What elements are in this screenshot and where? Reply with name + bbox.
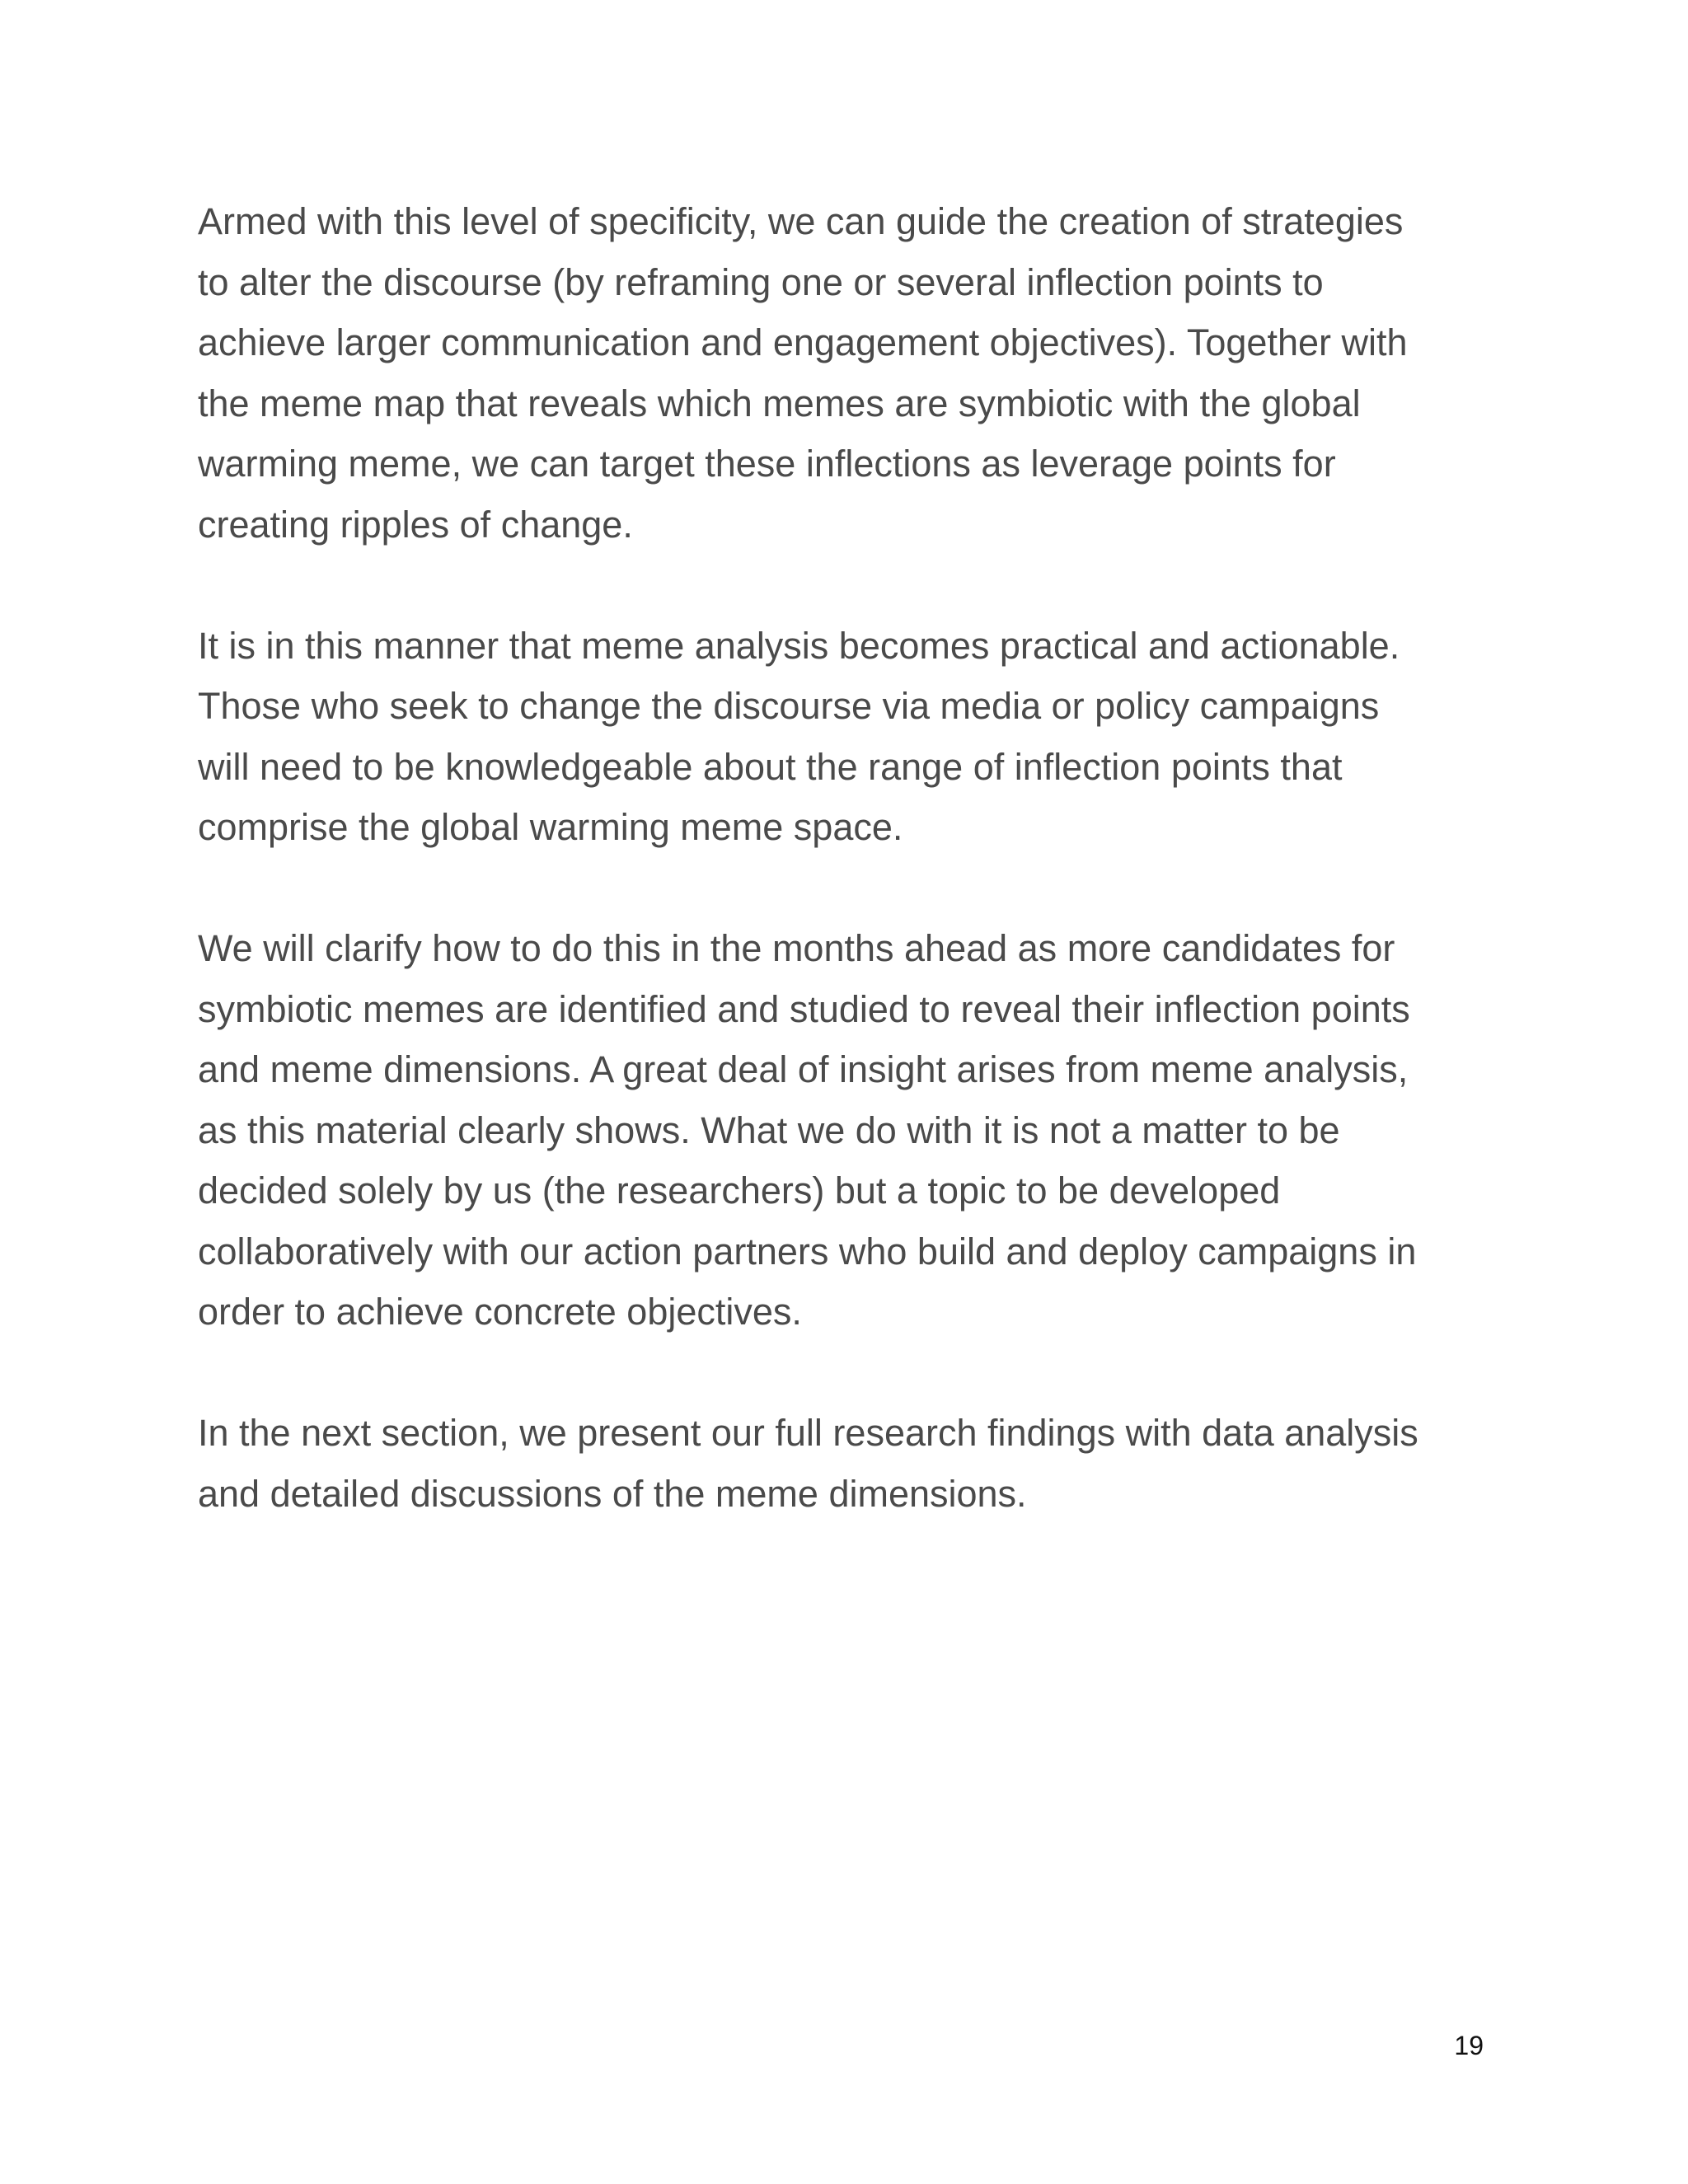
paragraph-strategies: Armed with this level of specificity, we can guide the creation of strategies to alter the discourse (by reframing one or several inflection points to achieve larger communication and engagement objectives). Together with the meme map that reveals which memes are symbiotic with the global warming meme, we can target these inflections as leverage points for creating ripples of change. xyxy=(198,200,1408,546)
paragraph-actionable: It is in this manner that meme analysis becomes practical and actionable. Those who seek to change the discourse via media or policy campaigns will need to be knowledgeable about the range of inflection points that comprise the global warming meme space. xyxy=(198,624,1400,848)
paragraph-next-section: In the next section, we present our full research findings with data analysis and detailed discussions of the meme dimensions. xyxy=(198,1412,1418,1515)
paragraph-months-ahead: We will clarify how to do this in the months ahead as more candidates for symbiotic memes are identified and studied to reveal their inflection points and meme dimensions. A great deal of insight arises from meme analysis, as this material clearly shows. What we do with it is not a matter to be decided solely by us (the researchers) but a topic to be developed collaboratively with our action partners who build and deploy campaigns in order to achieve concrete objectives. xyxy=(198,927,1417,1333)
page-number: 19 xyxy=(1454,2031,1484,2060)
body-text xyxy=(198,191,1500,1585)
